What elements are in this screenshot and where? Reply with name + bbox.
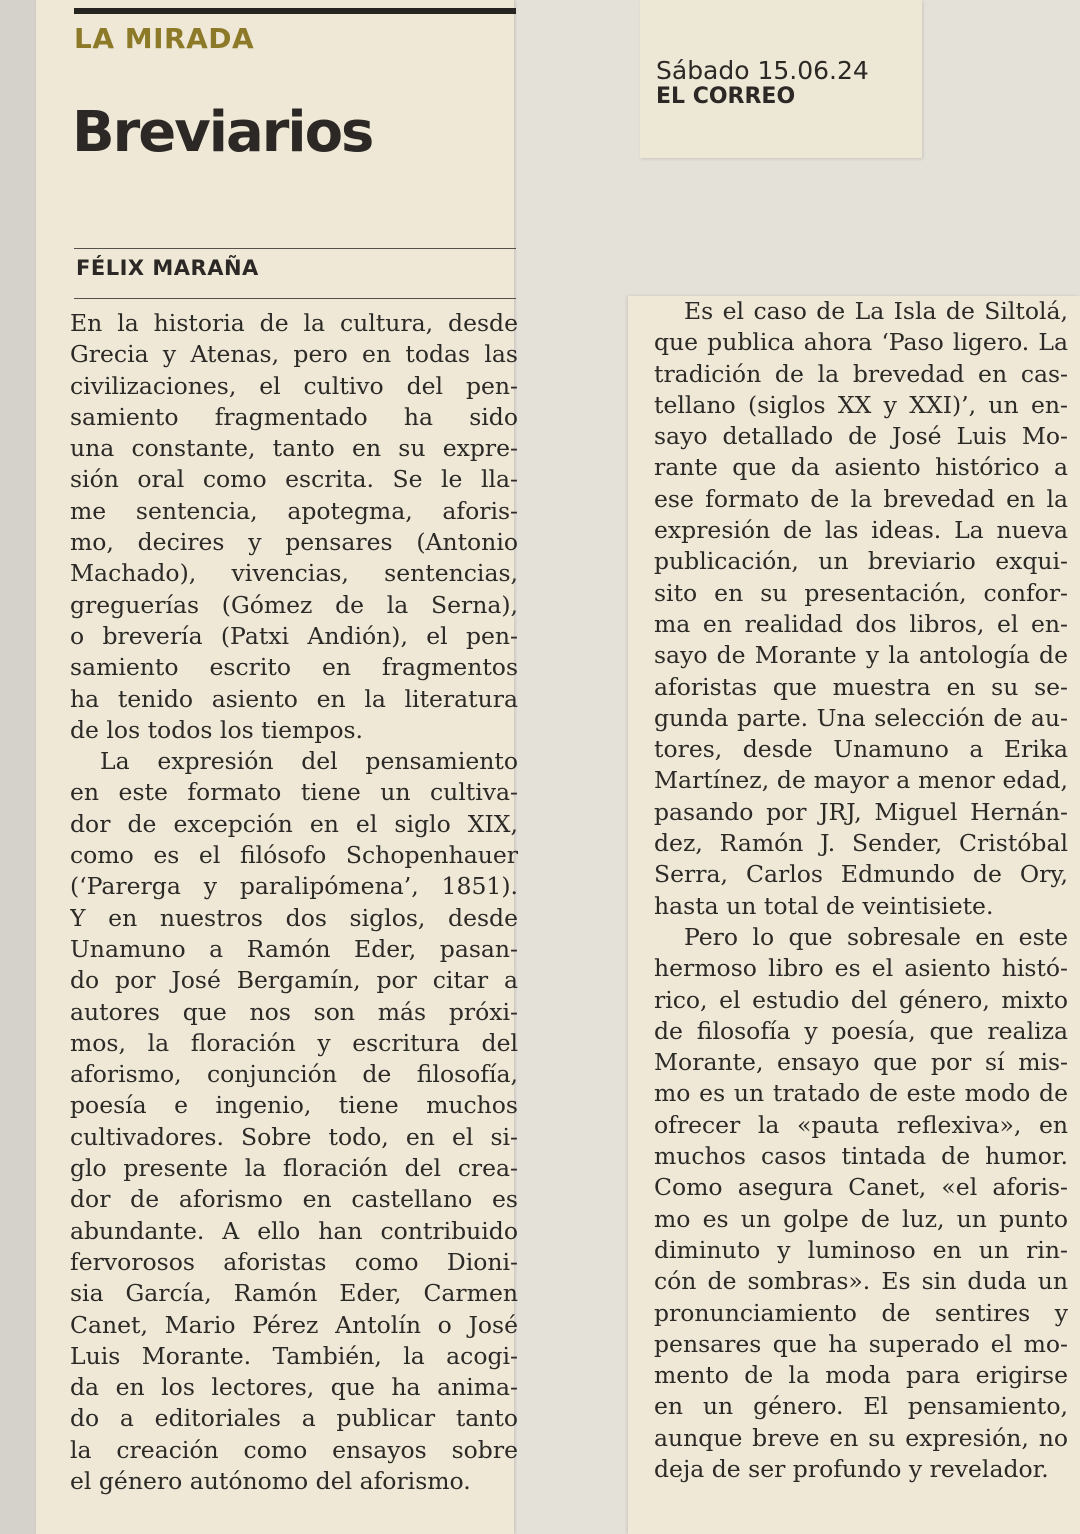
text-line: ese formato de la brevedad en la (654, 484, 1068, 513)
article-continuation-clipping (628, 296, 1080, 1534)
text-line: pasando por JRJ, Miguel Hernán- (654, 797, 1068, 826)
text-line: publicación, un breviario exqui- (654, 547, 1068, 576)
text-line: Unamuno a Ramón Eder, pasan- (70, 934, 518, 963)
text-line: Morante, ensayo que por sí mis- (654, 1048, 1068, 1077)
text-line: Grecia y Atenas, pero en todas las (70, 340, 518, 369)
text-line: ma en realidad dos libros, el en- (654, 609, 1068, 638)
text-line: En la historia de la cultura, desde (70, 309, 518, 337)
text-line: sión oral como escrita. Se le lla- (70, 465, 518, 494)
text-line: sito en su presentación, confor- (654, 578, 1068, 607)
text-line: aunque breve en su expresión, no (654, 1423, 1068, 1452)
text-line: deja de ser profundo y revelador. (654, 1454, 1049, 1483)
text-line: pensares que ha superado el mo- (654, 1329, 1068, 1358)
text-line: mento de la moda para erigirse (654, 1361, 1068, 1390)
byline-divider (74, 248, 516, 249)
text-line: greguerías (Gómez de la Serna), (70, 590, 518, 619)
article-column-left (70, 308, 518, 1497)
text-line: ofrecer la «pauta reflexiva», en (654, 1110, 1068, 1139)
text-line: sayo de Morante y la antología de (654, 641, 1068, 670)
text-line: Como asegura Canet, «el aforis- (654, 1173, 1068, 1202)
text-line: el género autónomo del aforismo. (70, 1466, 471, 1495)
section-label: LA MIRADA (74, 22, 255, 55)
text-line: tellano (siglos XX y XXI)’, un en- (654, 390, 1068, 419)
text-line: Martínez, de mayor a menor edad, (654, 766, 1068, 795)
text-line: sia García, Ramón Eder, Carmen (70, 1279, 518, 1308)
text-line: mos, la floración y escritura del (70, 1028, 518, 1057)
text-line: samiento fragmentado ha sido (70, 402, 518, 431)
text-line: mo, decires y pensares (Antonio (70, 528, 518, 557)
text-line: en este formato tiene un cultiva- (70, 778, 518, 807)
text-line: tores, desde Unamuno a Erika (654, 735, 1068, 764)
top-rule (74, 8, 516, 14)
text-line: ha tenido asiento en la literatura (70, 684, 518, 713)
text-line: samiento escrito en fragmentos (70, 653, 518, 682)
article-column-right (654, 296, 1068, 1485)
newspaper-name: EL CORREO (656, 84, 796, 109)
text-line: como es el filósofo Schopenhauer (70, 841, 518, 870)
text-line: tradición de la brevedad en cas- (654, 359, 1068, 388)
text-line: abundante. A ello han contribuido (70, 1216, 518, 1245)
text-line: da en los lectores, que ha anima- (70, 1373, 518, 1402)
text-line: Pero lo que sobresale en este (684, 922, 1068, 951)
text-line: autores que nos son más próxi- (70, 997, 518, 1026)
text-line: poesía e ingenio, tiene muchos (70, 1091, 518, 1120)
text-line: do a editoriales a publicar tanto (70, 1404, 518, 1433)
text-line: dor de aforismo en castellano es (70, 1185, 518, 1214)
text-line: aforistas que muestra en su se- (654, 672, 1068, 701)
author-byline: FÉLIX MARAÑA (76, 256, 259, 280)
text-line: (‘Parerga y paralipómena’, 1851). (70, 872, 518, 901)
text-line: glo presente la floración del crea- (70, 1154, 518, 1183)
date-clipping (640, 0, 922, 158)
text-line: mo es un tratado de este modo de (654, 1079, 1068, 1108)
text-line: de los todos los tiempos. (70, 715, 363, 744)
text-line: gunda parte. Una selección de au- (654, 703, 1068, 732)
text-line: dor de excepción en el siglo XIX, (70, 809, 518, 838)
text-line: cultivadores. Sobre todo, en el si- (70, 1122, 518, 1151)
text-line: hermoso libro es el asiento histó- (654, 954, 1068, 983)
text-line: do por José Bergamín, por citar a (70, 966, 518, 995)
text-line: la creación como ensayos sobre (70, 1435, 518, 1464)
text-line: Serra, Carlos Edmundo de Ory, (654, 860, 1068, 889)
text-line: me sentencia, apotegma, aforis- (70, 496, 518, 525)
text-line: muchos casos tintada de humor. (654, 1142, 1068, 1171)
text-line: Es el caso de La Isla de Siltolá, (684, 297, 1068, 325)
article-clipping (36, 0, 518, 1534)
text-line: sayo detallado de José Luis Mo- (654, 422, 1068, 451)
text-line: mo es un golpe de luz, un punto (654, 1204, 1068, 1233)
text-line: diminuto y luminoso en un rin- (654, 1235, 1068, 1264)
text-line: expresión de las ideas. La nueva (654, 516, 1068, 545)
text-line: de filosofía y poesía, que realiza (654, 1016, 1068, 1045)
text-line: Luis Morante. También, la acogi- (70, 1341, 518, 1370)
text-line: una constante, tanto en su expre- (70, 434, 518, 463)
text-line: dez, Ramón J. Sender, Cristóbal (654, 829, 1068, 858)
body-divider (74, 298, 516, 299)
text-line: aforismo, conjunción de filosofía, (70, 1060, 518, 1089)
text-line: rico, el estudio del género, mixto (654, 985, 1068, 1014)
text-line: cón de sombras». Es sin duda un (654, 1267, 1068, 1296)
text-line: en un género. El pensamiento, (654, 1392, 1068, 1421)
text-line: hasta un total de veintisiete. (654, 891, 994, 920)
headline: Breviarios (72, 100, 373, 165)
text-line: que publica ahora ‘Paso ligero. La (654, 328, 1068, 357)
text-line: pronunciamiento de sentires y (654, 1298, 1068, 1327)
text-line: Canet, Mario Pérez Antolín o José (70, 1310, 518, 1339)
text-line: Y en nuestros dos siglos, desde (70, 903, 518, 932)
text-line: civilizaciones, el cultivo del pen- (70, 371, 518, 400)
text-line: rante que da asiento histórico a (654, 453, 1068, 482)
publication-date: Sábado 15.06.24 (656, 56, 869, 85)
text-line: Machado), vivencias, sentencias, (70, 559, 518, 588)
text-line: La expresión del pensamiento (100, 747, 518, 776)
text-line: fervorosos aforistas como Dioni- (70, 1247, 518, 1276)
text-line: o brevería (Patxi Andión), el pen- (70, 621, 518, 650)
